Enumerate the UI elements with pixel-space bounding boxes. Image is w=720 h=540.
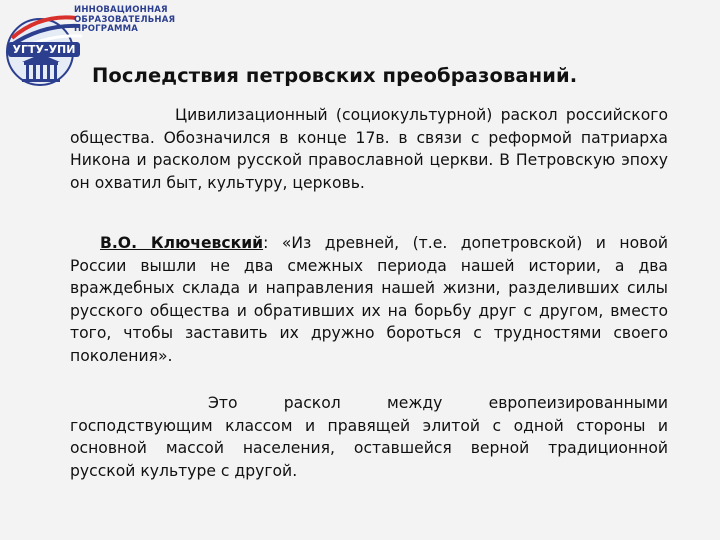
quote-text: : «Из древней, (т.е. допетровской) и новой России вышли не два смежных периода нашей истории, а два враждебных склада и направления нашей жизни, разделивших силы русского общества и обративших их на борьбу друг с другом, вместо того, чтобы заставить их дружно бороться с трудностями своего поколения».: [70, 234, 668, 365]
program-name-line: ОБРАЗОВАТЕЛЬНАЯ: [74, 14, 176, 25]
slide-title: Последствия петровских преобразований.: [92, 64, 578, 87]
paragraph-schism: Цивилизационный (социокультурной) раскол российского общества. Обозначился в конце 17в. в связи с реформой патриарха Никона и расколом русской православной церкви. В Петровскую эпоху он охватил быт, культуру, церковь.: [70, 106, 668, 192]
paragraph-elite-vs-masses: Это раскол между европеизированными господствующим классом и правящей элитой с одной стороны и основной массой населения, оставшейся верной традиционной русской культуре с другой.: [70, 394, 668, 480]
program-name-line: ИННОВАЦИОННАЯ: [74, 5, 168, 15]
emblem-label: УГТУ-УПИ: [8, 42, 80, 57]
program-name: [74, 6, 174, 35]
program-name-line: ПРОГРАММА: [74, 24, 139, 34]
quote-author: В.О. Ключевский: [100, 234, 264, 252]
paragraph-klyuchevsky-quote: [70, 232, 668, 367]
